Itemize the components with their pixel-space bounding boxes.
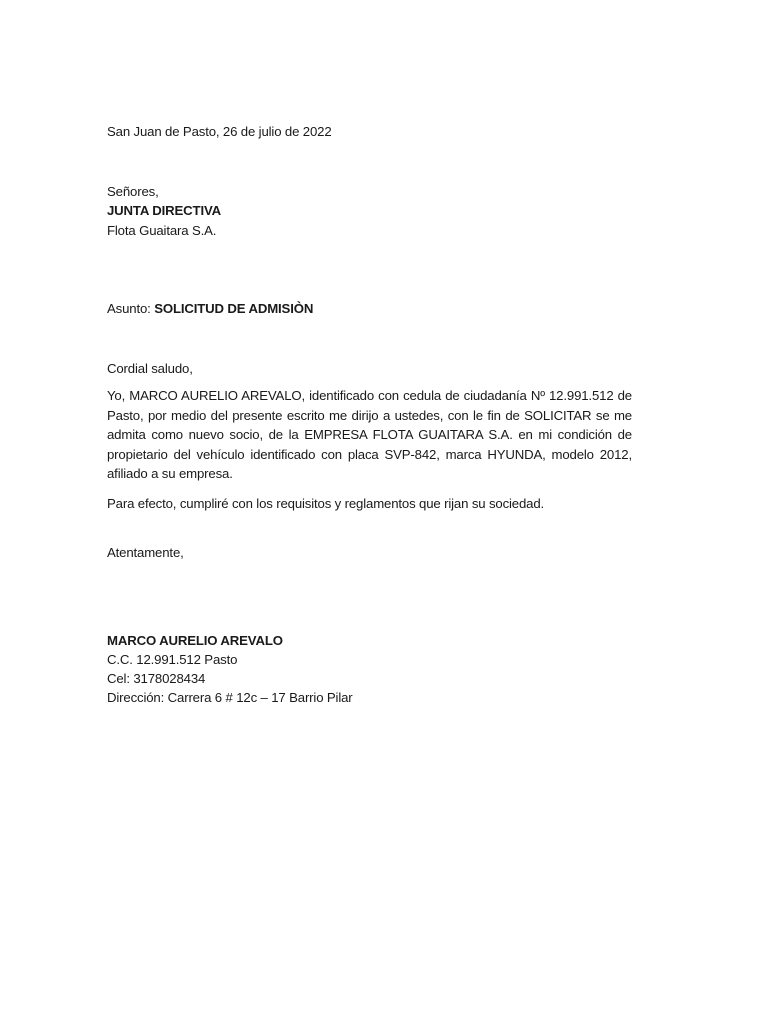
recipient-salutation: Señores, <box>107 183 159 199</box>
signature-id: C.C. 12.991.512 Pasto <box>107 651 238 667</box>
subject-line <box>107 299 632 319</box>
farewell: Atentamente, <box>107 545 184 560</box>
signature-block <box>107 631 632 707</box>
subject-text: SOLICITUD DE ADMISIÒN <box>154 301 314 316</box>
closing-paragraph: Para efecto, cumpliré con los requisitos y reglamentos que rijan su sociedad. <box>107 495 545 511</box>
signature-name: MARCO AURELIO AREVALO <box>107 632 283 648</box>
recipient-block <box>107 182 632 241</box>
letter-body <box>107 122 632 707</box>
signature-address: Dirección: Carrera 6 # 12c – 17 Barrio Pilar <box>107 689 353 705</box>
recipient-name: JUNTA DIRECTIVA <box>107 203 221 218</box>
body-paragraph: Yo, MARCO AURELIO AREVALO, identificado con cedula de ciudadanía Nº 12.991.512 de Pasto, por medio del presente escrito me dirijo a ustedes, con le fin de SOLICITAR se me admita como nuevo socio, de la EMPRESA FLOTA GUAITARA S.A. en mi condición de propietario del vehículo identificado con placa SVP-842, marca HYUNDA, modelo 2012, afiliado a su empresa. <box>107 388 632 481</box>
signature-phone: Cel: 3178028434 <box>107 670 206 686</box>
greeting: Cordial saludo, <box>107 360 193 376</box>
subject-label: Asunto: <box>107 301 151 316</box>
recipient-company: Flota Guaitara S.A. <box>107 222 217 238</box>
letter-date: San Juan de Pasto, 26 de julio de 2022 <box>107 124 332 139</box>
